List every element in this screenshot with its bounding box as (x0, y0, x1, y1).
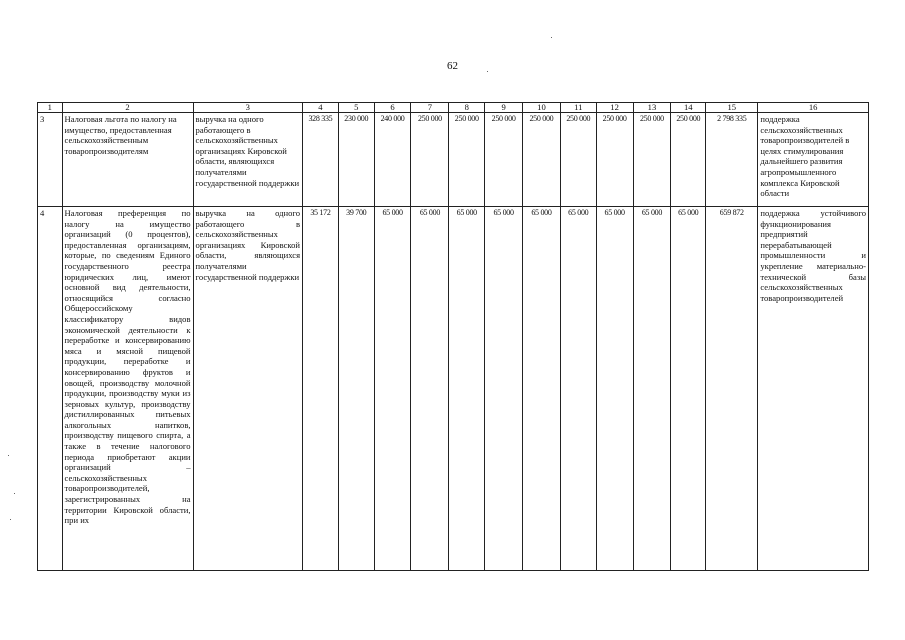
total-cell: 2 798 335 (706, 113, 758, 207)
column-header: 16 (758, 103, 869, 113)
tax-benefits-table (37, 102, 869, 571)
value-cell: 65 000 (485, 207, 523, 571)
indicator-cell: выручка на одного работающего в сельскохозяйственных организациях Кировской области, являющихся получателями государственной поддержки (193, 207, 303, 571)
value-cell: 39 700 (338, 207, 374, 571)
value-cell: 65 000 (671, 207, 706, 571)
value-cell: 240 000 (374, 113, 411, 207)
value-cell: 65 000 (523, 207, 561, 571)
goal-cell: поддержка сельскохозяйственных товаропроизводителей в целях стимулирования дальнейшего развития агропромышленного комплекса Кировской области (758, 113, 869, 207)
value-cell: 250 000 (596, 113, 633, 207)
value-cell: 250 000 (485, 113, 523, 207)
value-cell: 250 000 (411, 113, 449, 207)
indicator-cell: выручка на одного работающего в сельскохозяйственных организациях Кировской области, являющихся получателями государственной поддержки (193, 113, 303, 207)
column-header: 15 (706, 103, 758, 113)
goal-cell: поддержка устойчивого функционирования предприятий перерабатывающей промышленности и укрепление материально-технической базы сельскохозяйственных товаропроизводителей (758, 207, 869, 571)
row-index: 3 (38, 113, 63, 207)
value-cell: 328 335 (303, 113, 339, 207)
value-cell: 250 000 (449, 113, 485, 207)
value-cell: 230 000 (338, 113, 374, 207)
scan-speck (487, 71, 488, 72)
row-index: 4 (38, 207, 63, 571)
scan-speck (14, 493, 15, 494)
column-header: 14 (671, 103, 706, 113)
value-cell: 35 172 (303, 207, 339, 571)
column-header: 1 (38, 103, 63, 113)
column-header: 8 (449, 103, 485, 113)
page-number: 62 (447, 60, 458, 72)
value-cell: 65 000 (560, 207, 596, 571)
column-header: 9 (485, 103, 523, 113)
total-cell: 659 872 (706, 207, 758, 571)
value-cell: 65 000 (633, 207, 671, 571)
column-header: 6 (374, 103, 411, 113)
column-header: 10 (523, 103, 561, 113)
column-header: 13 (633, 103, 671, 113)
table-row (38, 113, 869, 207)
value-cell: 250 000 (560, 113, 596, 207)
value-cell: 65 000 (374, 207, 411, 571)
benefit-name-cell: Налоговая преференция по налогу на имущество организаций (0 процентов), предоставленная организациям, которые, по сведениям Единого государственного реестра юридических лиц, имеют основной вид деятельности, относящийся согласно Общероссийскому классификатору видов экономической деятельности к переработке и консервированию мяса и мясной пищевой продукции, переработке и консервированию фруктов и овощей, производству молочной продукции, производству муки из зерновых культур, производству дистиллированных питьевых алкогольных напитков, производству пищевого спирта, а также в течение налогового периода приобретают акции организаций – сельскохозяйственных товаропроизводителей, зарегистрированных на территории Кировской области, при их (62, 207, 193, 571)
column-header: 2 (62, 103, 193, 113)
column-header: 7 (411, 103, 449, 113)
benefit-name-cell: Налоговая льгота по налогу на имущество, предоставленная сельскохозяйственным товаропроизводителям (62, 113, 193, 207)
value-cell: 250 000 (633, 113, 671, 207)
value-cell: 65 000 (411, 207, 449, 571)
value-cell: 250 000 (671, 113, 706, 207)
value-cell: 250 000 (523, 113, 561, 207)
scan-speck (8, 455, 9, 456)
value-cell: 65 000 (596, 207, 633, 571)
column-header: 5 (338, 103, 374, 113)
scan-speck (10, 519, 11, 520)
column-header: 11 (560, 103, 596, 113)
column-header: 12 (596, 103, 633, 113)
table-row (38, 207, 869, 571)
scan-speck (551, 37, 552, 38)
column-header: 3 (193, 103, 303, 113)
value-cell: 65 000 (449, 207, 485, 571)
table-header-row (38, 103, 869, 113)
column-header: 4 (303, 103, 339, 113)
